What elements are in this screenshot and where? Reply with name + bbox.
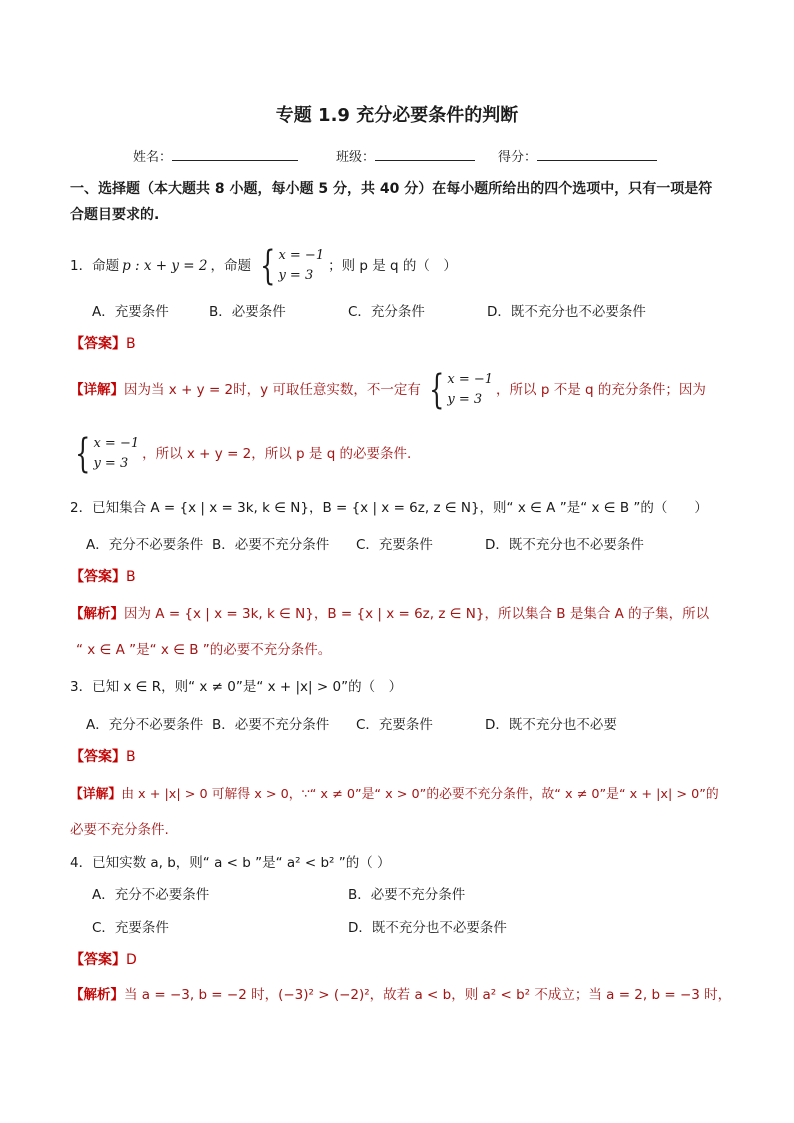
q3-option-d: D．既不充分也不必要 (485, 717, 617, 733)
q2-detail-line-2: “ x ∈ A ”是“ x ∈ B ”的必要不充分条件。 (76, 642, 332, 658)
q1-q-line-2: y = 3 (278, 268, 314, 283)
q1-option-c: C．充分条件 (348, 304, 425, 320)
q1-detail-sys2-line-2: y = 3 (93, 456, 129, 471)
q3-option-c: C．充要条件 (356, 717, 433, 733)
name-blank (172, 146, 298, 161)
q4-answer-tag: 【答案】 (70, 952, 126, 968)
q1-detail-tag: 【详解】 (70, 382, 124, 398)
section-heading: 一、选择题（本大题共 8 小题，每小题 5 分，共 40 分）在每小题所给出的四个选项中，只有一项是符合题目要求的. (70, 181, 713, 223)
q4-detail-tag: 【解析】 (70, 987, 124, 1003)
q4-option-c: C．充要条件 (92, 920, 169, 936)
q1-p-expression: p : x + y = 2 (122, 258, 208, 274)
name-field (133, 146, 298, 168)
q1-detail-system-2: { x = −1 y = 3 (75, 431, 140, 477)
q2-detail-tag: 【解析】 (70, 606, 124, 622)
question-3-stem: 3．已知 x ∈ R，则“ x ≠ 0”是“ x + |x| > 0”的（ ） (70, 679, 403, 695)
q1-detail-sys2-line-1: x = −1 (93, 436, 140, 451)
q1-answer-value: B (126, 336, 136, 352)
q2-answer-tag: 【答案】 (70, 569, 126, 585)
q3-option-a: A．充分不必要条件 (86, 717, 204, 733)
page-title: 专题 1.9 充分必要条件的判断 (275, 105, 519, 126)
question-4-stem: 4．已知实数 a, b，则“ a < b ”是“ a² < b² ”的（ ） (70, 855, 391, 871)
q1-detail-system-1: { x = −1 y = 3 (429, 367, 494, 413)
q1-detail-2: ，所以 x + y = 2，所以 p 是 q 的必要条件. (142, 446, 412, 462)
q1-detail-sys1-line-2: y = 3 (447, 392, 483, 407)
q1-q-system: { x = −1 y = 3 (260, 243, 325, 289)
q1-option-d: D．既不充分也不必要条件 (487, 304, 646, 320)
q2-option-c: C．充要条件 (356, 537, 433, 553)
q1-answer-tag: 【答案】 (70, 336, 126, 352)
q2-option-a: A．充分不必要条件 (86, 537, 204, 553)
q1-q-line-1: x = −1 (278, 248, 325, 263)
class-field (336, 146, 475, 168)
q3-detail-tag: 【详解】 (70, 787, 122, 802)
q4-option-b: B．必要不充分条件 (348, 887, 466, 903)
q1-detail-line-1 (70, 367, 706, 413)
q3-detail-line-2: 必要不充分条件. (70, 822, 169, 838)
score-label: 得分： (498, 150, 538, 165)
q3-answer-value: B (126, 749, 136, 765)
score-field (498, 146, 657, 168)
q1-detail-1a: 因为当 x + y = 2时，y 可取任意实数，不一定有 (124, 382, 421, 398)
q1-detail-sys1-line-1: x = −1 (447, 372, 494, 387)
q2-option-b: B．必要不充分条件 (212, 537, 330, 553)
q1-option-b: B．必要条件 (209, 304, 286, 320)
class-label: 班级： (336, 150, 376, 165)
q1-detail-1b: ，所以 p 不是 q 的充分条件；因为 (496, 382, 706, 398)
q2-answer (70, 567, 136, 587)
q1-detail-line-2 (70, 431, 412, 477)
q3-answer (70, 747, 136, 767)
q4-answer (70, 950, 137, 970)
q4-answer-value: D (126, 952, 137, 968)
q3-option-b: B．必要不充分条件 (212, 717, 330, 733)
score-blank (537, 146, 657, 161)
q3-detail-1: 由 x + |x| > 0 可解得 x > 0，∵“ x ≠ 0”是“ x > 0”的必要不充分条件，故“ x ≠ 0”是“ x + |x| > 0”的 (121, 787, 719, 802)
question-2-stem: 2．已知集合 A = {x | x = 3k, k ∈ N}，B = {x | x = 6z, z ∈ N}，则“ x ∈ A ”是“ x ∈ B ”的（ ） (70, 500, 708, 516)
q1-number: 1．命题 (70, 258, 120, 274)
q1-tail: ；则 p 是 q 的（ ） (328, 258, 457, 274)
q2-answer-value: B (126, 569, 136, 585)
question-1-stem (70, 243, 457, 289)
q1-mid: ，命题 (210, 258, 251, 274)
q3-detail-line-1 (70, 785, 719, 805)
q2-detail-1: 因为 A = {x | x = 3k, k ∈ N}，B = {x | x = 6z, z ∈ N}，所以集合 B 是集合 A 的子集，所以 (124, 606, 710, 622)
name-label: 姓名： (133, 150, 173, 165)
q2-detail-line-1 (70, 604, 709, 624)
q1-option-a: A．充要条件 (92, 304, 169, 320)
q4-detail-1: 当 a = −3, b = −2 时，(−3)² > (−2)²，故若 a < b，则 a² < b² 不成立；当 a = 2, b = −3 时， (124, 987, 732, 1003)
q3-answer-tag: 【答案】 (70, 749, 126, 765)
class-blank (375, 146, 475, 161)
q4-detail-line-1 (70, 985, 731, 1005)
q2-option-d: D．既不充分也不必要条件 (485, 537, 644, 553)
q4-option-d: D．既不充分也不必要条件 (348, 920, 507, 936)
q1-answer (70, 334, 136, 354)
q4-option-a: A．充分不必要条件 (92, 887, 210, 903)
